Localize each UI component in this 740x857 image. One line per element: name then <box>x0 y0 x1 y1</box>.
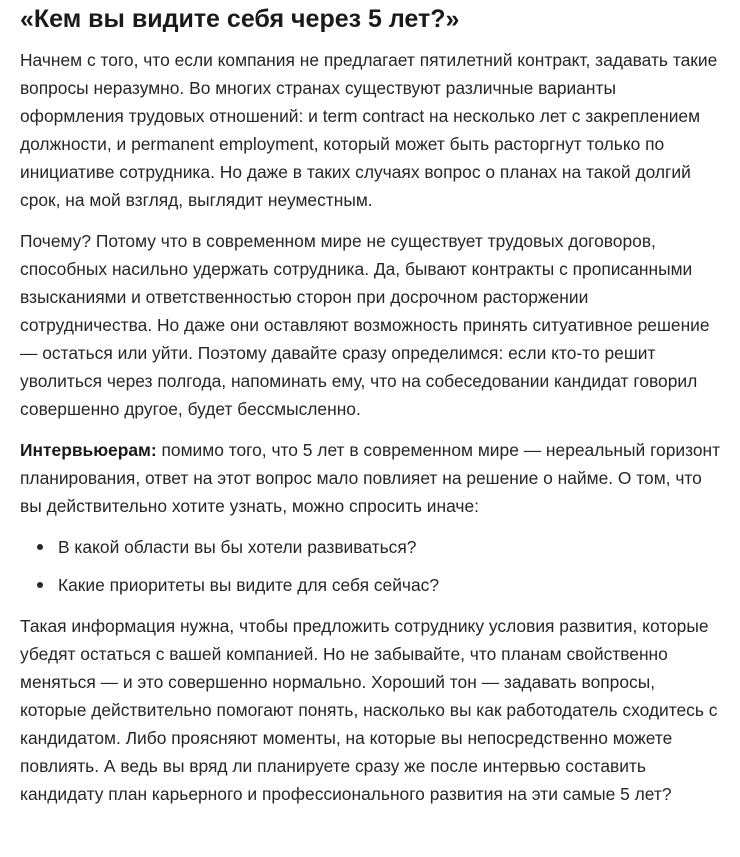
bullet-icon <box>37 544 43 550</box>
question-list <box>20 533 722 599</box>
paragraph-conclusion: Такая информация нужна, чтобы предложить сотруднику условия развития, которые убедят остаться с вашей компанией. Но не забывайте, что планам свойственно меняться — и это совершенно нормально. Хороший тон — задавать вопросы, которые действительно помогают понять, насколько вы как работодатель сходитесь с кандидатом. Либо проясняют моменты, на которые вы непосредственно можете повлиять. А ведь вы вряд ли планируете сразу же после интервью составить кандидату план карьерного и профессионального развития на эти самые 5 лет? <box>20 616 718 804</box>
paragraph-intro: Начнем с того, что если компания не предлагает пятилетний контракт, задавать такие вопросы неразумно. Во многих странах существуют различные варианты оформления трудовых отношений: и term contract на несколько лет с закреплением должности, и permanent employment, который может быть расторгнут только по инициативе сотрудника. Но даже в таких случаях вопрос о планах на такой долгий срок, на мой взгляд, выглядит неуместным. <box>20 50 718 210</box>
paragraph-interviewers <box>20 436 722 520</box>
interviewers-label: Интервьюерам: <box>20 440 157 460</box>
list-item-text: Какие приоритеты вы видите для себя сейчас? <box>58 575 440 595</box>
list-item-text: В какой области вы бы хотели развиваться? <box>58 537 417 557</box>
paragraph-why: Почему? Потому что в современном мире не существует трудовых договоров, способных насильно удержать сотрудника. Да, бывают контракты с прописанными взысканиями и ответственностью сторон при досрочном расторжении сотрудничества. Но даже они оставляют возможность принять ситуативное решение — остаться или уйти. Поэтому давайте сразу определимся: если кто-то решит уволиться через полгода, напоминать ему, что на собеседовании кандидат говорил совершенно другое, будет бессмысленно. <box>20 231 710 419</box>
section-heading: «Кем вы видите себя через 5 лет?» <box>20 5 460 33</box>
bullet-icon <box>37 582 43 588</box>
list-item <box>20 533 722 561</box>
interviewers-text: помимо того, что 5 лет в современном мире — нереальный горизонт планирования, ответ на этот вопрос мало повлияет на решение о найме. О том, что вы действительно хотите узнать, можно спросить иначе: <box>20 440 721 516</box>
list-item <box>20 571 722 599</box>
